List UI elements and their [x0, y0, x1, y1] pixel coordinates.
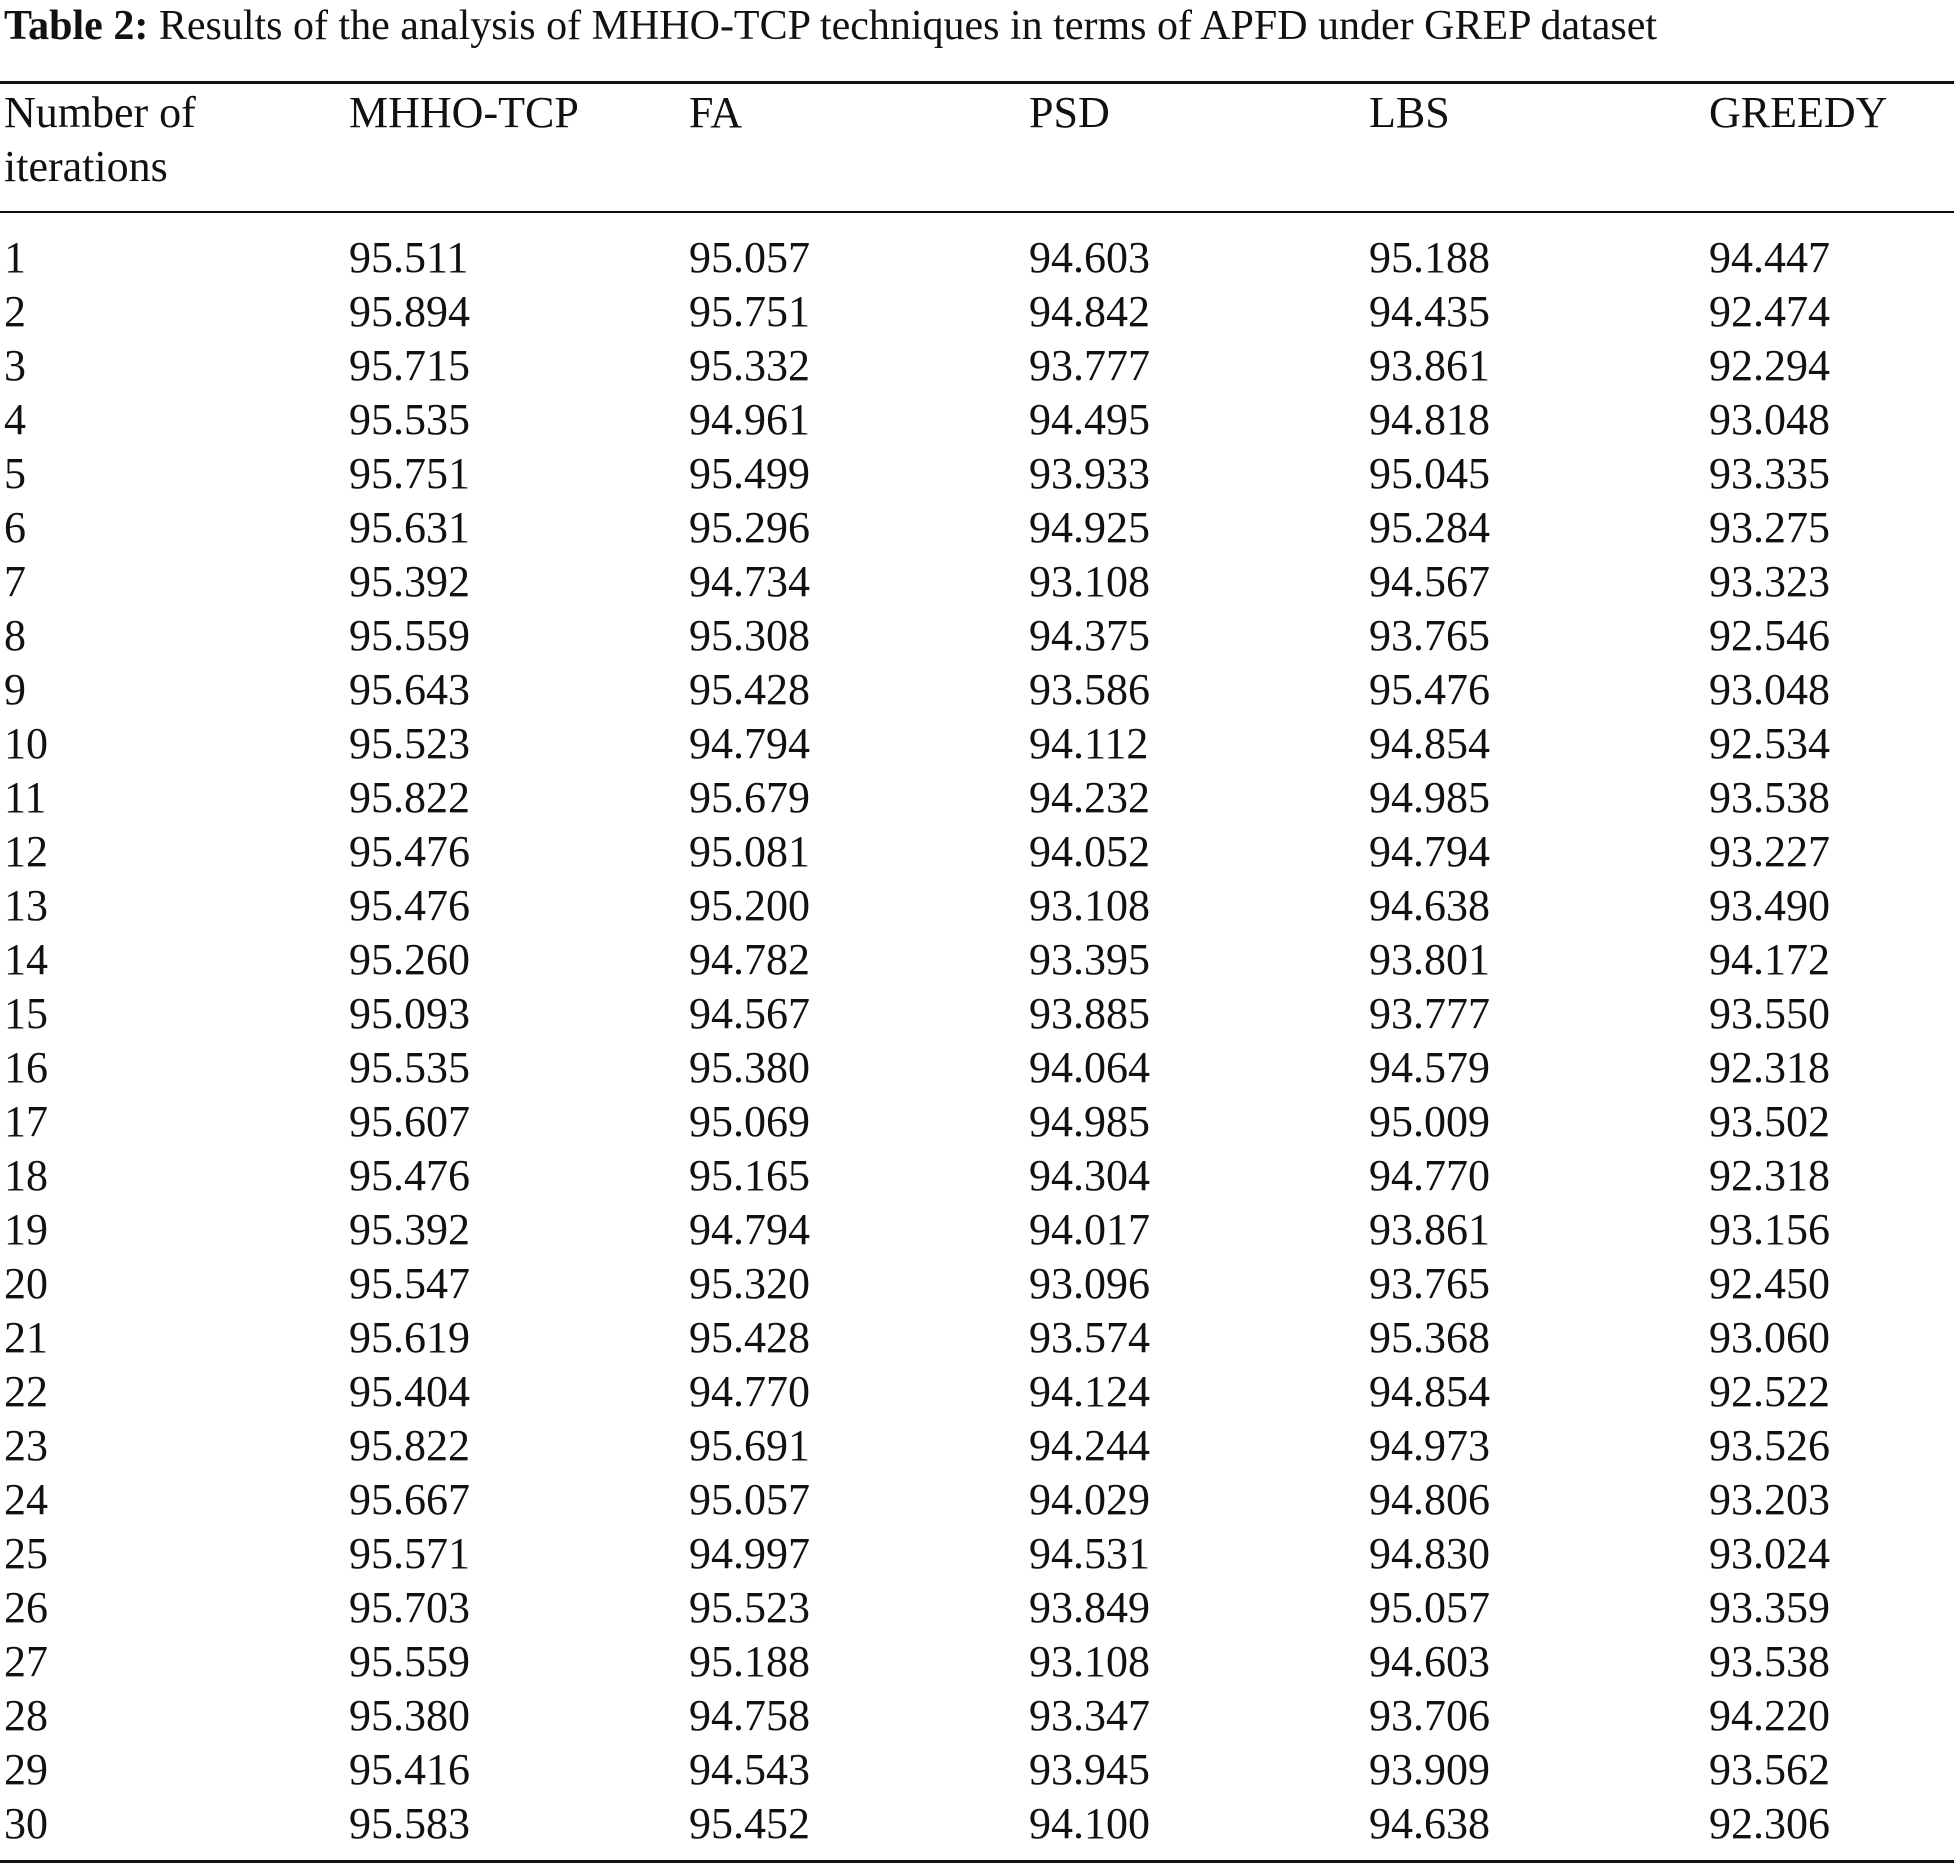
greedy-cell: 93.562 [1709, 1745, 1830, 1794]
iteration-cell: 24 [4, 1475, 48, 1524]
table-row [0, 1365, 1954, 1419]
greedy-cell: 93.156 [1709, 1205, 1830, 1254]
fa-cell: 95.523 [689, 1583, 810, 1632]
lbs-cell: 95.476 [1369, 665, 1490, 714]
table-caption-label: Table 2: [4, 3, 149, 49]
fa-cell: 94.961 [689, 395, 810, 444]
table-row [0, 933, 1954, 987]
fa-cell: 95.499 [689, 449, 810, 498]
table-row [0, 1689, 1954, 1743]
table-row [0, 1635, 1954, 1689]
mhho-tcp-cell: 95.822 [349, 1421, 470, 1470]
psd-cell: 93.096 [1029, 1259, 1150, 1308]
psd-cell: 94.985 [1029, 1097, 1150, 1146]
iteration-cell: 21 [4, 1313, 48, 1362]
table-row [0, 663, 1954, 717]
fa-cell: 94.794 [689, 1205, 810, 1254]
mhho-tcp-cell: 95.583 [349, 1799, 470, 1848]
fa-cell: 95.069 [689, 1097, 810, 1146]
table-row [0, 987, 1954, 1041]
iteration-cell: 12 [4, 827, 48, 876]
mhho-tcp-cell: 95.476 [349, 881, 470, 930]
mhho-tcp-cell: 95.535 [349, 1043, 470, 1092]
iteration-cell: 29 [4, 1745, 48, 1794]
psd-cell: 94.304 [1029, 1151, 1150, 1200]
greedy-cell: 93.538 [1709, 1637, 1830, 1686]
fa-cell: 95.691 [689, 1421, 810, 1470]
fa-cell: 95.428 [689, 665, 810, 714]
fa-cell: 94.758 [689, 1691, 810, 1740]
fa-cell: 95.057 [689, 1475, 810, 1524]
table-row [0, 1527, 1954, 1581]
greedy-cell: 93.323 [1709, 557, 1830, 606]
iteration-cell: 23 [4, 1421, 48, 1470]
psd-cell: 93.108 [1029, 881, 1150, 930]
fa-cell: 95.332 [689, 341, 810, 390]
mhho-tcp-cell: 95.822 [349, 773, 470, 822]
table-row [0, 1743, 1954, 1797]
lbs-cell: 94.985 [1369, 773, 1490, 822]
table-row [0, 1203, 1954, 1257]
fa-cell: 95.428 [689, 1313, 810, 1362]
table-row [0, 609, 1954, 663]
lbs-cell: 95.045 [1369, 449, 1490, 498]
table-row [0, 1581, 1954, 1635]
column-header-psd: PSD [1029, 88, 1110, 137]
lbs-cell: 94.854 [1369, 719, 1490, 768]
fa-cell: 95.308 [689, 611, 810, 660]
iteration-cell: 4 [4, 395, 26, 444]
fa-cell: 94.734 [689, 557, 810, 606]
psd-cell: 93.933 [1029, 449, 1150, 498]
psd-cell: 93.108 [1029, 557, 1150, 606]
lbs-cell: 93.801 [1369, 935, 1490, 984]
greedy-cell: 94.220 [1709, 1691, 1830, 1740]
lbs-cell: 95.284 [1369, 503, 1490, 552]
greedy-cell: 92.294 [1709, 341, 1830, 390]
iteration-cell: 13 [4, 881, 48, 930]
mhho-tcp-cell: 95.093 [349, 989, 470, 1038]
table-row [0, 1041, 1954, 1095]
greedy-cell: 93.060 [1709, 1313, 1830, 1362]
greedy-cell: 92.474 [1709, 287, 1830, 336]
column-header-iterations: Number of iterations [4, 88, 196, 191]
greedy-cell: 93.490 [1709, 881, 1830, 930]
psd-cell: 94.232 [1029, 773, 1150, 822]
fa-cell: 94.794 [689, 719, 810, 768]
psd-cell: 93.586 [1029, 665, 1150, 714]
lbs-cell: 93.777 [1369, 989, 1490, 1038]
mhho-tcp-cell: 95.751 [349, 449, 470, 498]
psd-cell: 94.124 [1029, 1367, 1150, 1416]
fa-cell: 94.997 [689, 1529, 810, 1578]
lbs-cell: 94.567 [1369, 557, 1490, 606]
column-header-lbs: LBS [1369, 88, 1450, 137]
mhho-tcp-cell: 95.631 [349, 503, 470, 552]
lbs-cell: 93.909 [1369, 1745, 1490, 1794]
fa-cell: 95.751 [689, 287, 810, 336]
greedy-cell: 92.450 [1709, 1259, 1830, 1308]
table-row [0, 1257, 1954, 1311]
lbs-cell: 94.830 [1369, 1529, 1490, 1578]
psd-cell: 93.347 [1029, 1691, 1150, 1740]
mhho-tcp-cell: 95.703 [349, 1583, 470, 1632]
table-header-row [0, 84, 1954, 211]
mhho-tcp-cell: 95.392 [349, 557, 470, 606]
psd-cell: 94.495 [1029, 395, 1150, 444]
lbs-cell: 93.861 [1369, 341, 1490, 390]
mhho-tcp-cell: 95.404 [349, 1367, 470, 1416]
mhho-tcp-cell: 95.476 [349, 827, 470, 876]
mhho-tcp-cell: 95.380 [349, 1691, 470, 1740]
greedy-cell: 92.546 [1709, 611, 1830, 660]
mhho-tcp-cell: 95.571 [349, 1529, 470, 1578]
psd-cell: 93.777 [1029, 341, 1150, 390]
table-row [0, 285, 1954, 339]
lbs-cell: 93.861 [1369, 1205, 1490, 1254]
iteration-cell: 7 [4, 557, 26, 606]
table-row [0, 211, 1954, 285]
iteration-cell: 20 [4, 1259, 48, 1308]
iteration-cell: 26 [4, 1583, 48, 1632]
fa-cell: 94.567 [689, 989, 810, 1038]
table-row [0, 1311, 1954, 1365]
iteration-cell: 10 [4, 719, 48, 768]
fa-cell: 95.679 [689, 773, 810, 822]
fa-cell: 95.296 [689, 503, 810, 552]
table-row [0, 879, 1954, 933]
column-header-fa: FA [689, 88, 742, 137]
fa-cell: 95.200 [689, 881, 810, 930]
lbs-cell: 95.057 [1369, 1583, 1490, 1632]
table-caption-text: Results of the analysis of MHHO-TCP techniques in terms of APFD under GREP dataset [158, 3, 1658, 49]
lbs-cell: 94.638 [1369, 881, 1490, 930]
iteration-cell: 5 [4, 449, 26, 498]
fa-cell: 95.057 [689, 233, 810, 282]
table-body [0, 211, 1954, 1851]
lbs-cell: 94.638 [1369, 1799, 1490, 1848]
lbs-cell: 94.806 [1369, 1475, 1490, 1524]
greedy-cell: 93.359 [1709, 1583, 1830, 1632]
table-bottom-rule [0, 1860, 1954, 1863]
mhho-tcp-cell: 95.643 [349, 665, 470, 714]
mhho-tcp-cell: 95.715 [349, 341, 470, 390]
mhho-tcp-cell: 95.260 [349, 935, 470, 984]
lbs-cell: 94.435 [1369, 287, 1490, 336]
table-row [0, 1473, 1954, 1527]
greedy-cell: 92.306 [1709, 1799, 1830, 1848]
greedy-cell: 94.172 [1709, 935, 1830, 984]
fa-cell: 95.320 [689, 1259, 810, 1308]
fa-cell: 95.165 [689, 1151, 810, 1200]
greedy-cell: 93.275 [1709, 503, 1830, 552]
mhho-tcp-cell: 95.547 [349, 1259, 470, 1308]
iteration-cell: 8 [4, 611, 26, 660]
column-header-mhho-tcp: MHHO-TCP [349, 88, 579, 137]
iteration-cell: 3 [4, 341, 26, 390]
mhho-tcp-cell: 95.535 [349, 395, 470, 444]
greedy-cell: 93.538 [1709, 773, 1830, 822]
mhho-tcp-cell: 95.559 [349, 611, 470, 660]
lbs-cell: 95.009 [1369, 1097, 1490, 1146]
psd-cell: 94.603 [1029, 233, 1150, 282]
greedy-cell: 92.318 [1709, 1043, 1830, 1092]
lbs-cell: 93.765 [1369, 1259, 1490, 1308]
iteration-cell: 18 [4, 1151, 48, 1200]
lbs-cell: 94.794 [1369, 827, 1490, 876]
greedy-cell: 93.526 [1709, 1421, 1830, 1470]
greedy-cell: 93.024 [1709, 1529, 1830, 1578]
greedy-cell: 93.048 [1709, 395, 1830, 444]
mhho-tcp-cell: 95.511 [349, 233, 469, 282]
greedy-cell: 93.502 [1709, 1097, 1830, 1146]
fa-cell: 95.452 [689, 1799, 810, 1848]
psd-cell: 94.052 [1029, 827, 1150, 876]
mhho-tcp-cell: 95.392 [349, 1205, 470, 1254]
lbs-cell: 94.973 [1369, 1421, 1490, 1470]
mhho-tcp-cell: 95.894 [349, 287, 470, 336]
fa-cell: 94.770 [689, 1367, 810, 1416]
fa-cell: 94.543 [689, 1745, 810, 1794]
iteration-cell: 1 [4, 233, 26, 282]
table-row [0, 555, 1954, 609]
lbs-cell: 93.706 [1369, 1691, 1490, 1740]
psd-cell: 93.574 [1029, 1313, 1150, 1362]
lbs-cell: 93.765 [1369, 611, 1490, 660]
mhho-tcp-cell: 95.476 [349, 1151, 470, 1200]
table-caption [4, 0, 1950, 52]
lbs-cell: 94.770 [1369, 1151, 1490, 1200]
psd-cell: 94.842 [1029, 287, 1150, 336]
greedy-cell: 92.534 [1709, 719, 1830, 768]
mhho-tcp-cell: 95.523 [349, 719, 470, 768]
psd-cell: 94.925 [1029, 503, 1150, 552]
iteration-cell: 19 [4, 1205, 48, 1254]
mhho-tcp-cell: 95.416 [349, 1745, 470, 1794]
psd-cell: 93.395 [1029, 935, 1150, 984]
greedy-cell: 92.522 [1709, 1367, 1830, 1416]
greedy-cell: 94.447 [1709, 233, 1830, 282]
psd-cell: 93.108 [1029, 1637, 1150, 1686]
greedy-cell: 92.318 [1709, 1151, 1830, 1200]
iteration-cell: 6 [4, 503, 26, 552]
table-row [0, 447, 1954, 501]
iteration-cell: 11 [4, 773, 47, 822]
psd-cell: 93.945 [1029, 1745, 1150, 1794]
table-row [0, 771, 1954, 825]
greedy-cell: 93.335 [1709, 449, 1830, 498]
iteration-cell: 2 [4, 287, 26, 336]
greedy-cell: 93.550 [1709, 989, 1830, 1038]
lbs-cell: 95.368 [1369, 1313, 1490, 1362]
lbs-cell: 94.603 [1369, 1637, 1490, 1686]
psd-cell: 94.244 [1029, 1421, 1150, 1470]
psd-cell: 94.375 [1029, 611, 1150, 660]
lbs-cell: 94.579 [1369, 1043, 1490, 1092]
iteration-cell: 30 [4, 1799, 48, 1848]
table-row [0, 1149, 1954, 1203]
column-header-greedy: GREEDY [1709, 88, 1888, 137]
results-table [0, 84, 1954, 1851]
fa-cell: 95.081 [689, 827, 810, 876]
table-row [0, 1095, 1954, 1149]
mhho-tcp-cell: 95.619 [349, 1313, 470, 1362]
iteration-cell: 14 [4, 935, 48, 984]
psd-cell: 94.017 [1029, 1205, 1150, 1254]
iteration-cell: 15 [4, 989, 48, 1038]
iteration-cell: 25 [4, 1529, 48, 1578]
table-row [0, 339, 1954, 393]
iteration-cell: 28 [4, 1691, 48, 1740]
fa-cell: 94.782 [689, 935, 810, 984]
table-row [0, 501, 1954, 555]
lbs-cell: 95.188 [1369, 233, 1490, 282]
mhho-tcp-cell: 95.607 [349, 1097, 470, 1146]
psd-cell: 94.112 [1029, 719, 1149, 768]
table-row [0, 717, 1954, 771]
mhho-tcp-cell: 95.667 [349, 1475, 470, 1524]
iteration-cell: 27 [4, 1637, 48, 1686]
iteration-cell: 17 [4, 1097, 48, 1146]
lbs-cell: 94.818 [1369, 395, 1490, 444]
greedy-cell: 93.048 [1709, 665, 1830, 714]
psd-cell: 93.849 [1029, 1583, 1150, 1632]
psd-cell: 93.885 [1029, 989, 1150, 1038]
fa-cell: 95.380 [689, 1043, 810, 1092]
psd-cell: 94.531 [1029, 1529, 1150, 1578]
psd-cell: 94.029 [1029, 1475, 1150, 1524]
psd-cell: 94.100 [1029, 1799, 1150, 1848]
iteration-cell: 16 [4, 1043, 48, 1092]
greedy-cell: 93.203 [1709, 1475, 1830, 1524]
greedy-cell: 93.227 [1709, 827, 1830, 876]
table-row [0, 393, 1954, 447]
iteration-cell: 9 [4, 665, 26, 714]
lbs-cell: 94.854 [1369, 1367, 1490, 1416]
table-row [0, 1797, 1954, 1851]
fa-cell: 95.188 [689, 1637, 810, 1686]
psd-cell: 94.064 [1029, 1043, 1150, 1092]
mhho-tcp-cell: 95.559 [349, 1637, 470, 1686]
table-row [0, 825, 1954, 879]
table-row [0, 1419, 1954, 1473]
iteration-cell: 22 [4, 1367, 48, 1416]
